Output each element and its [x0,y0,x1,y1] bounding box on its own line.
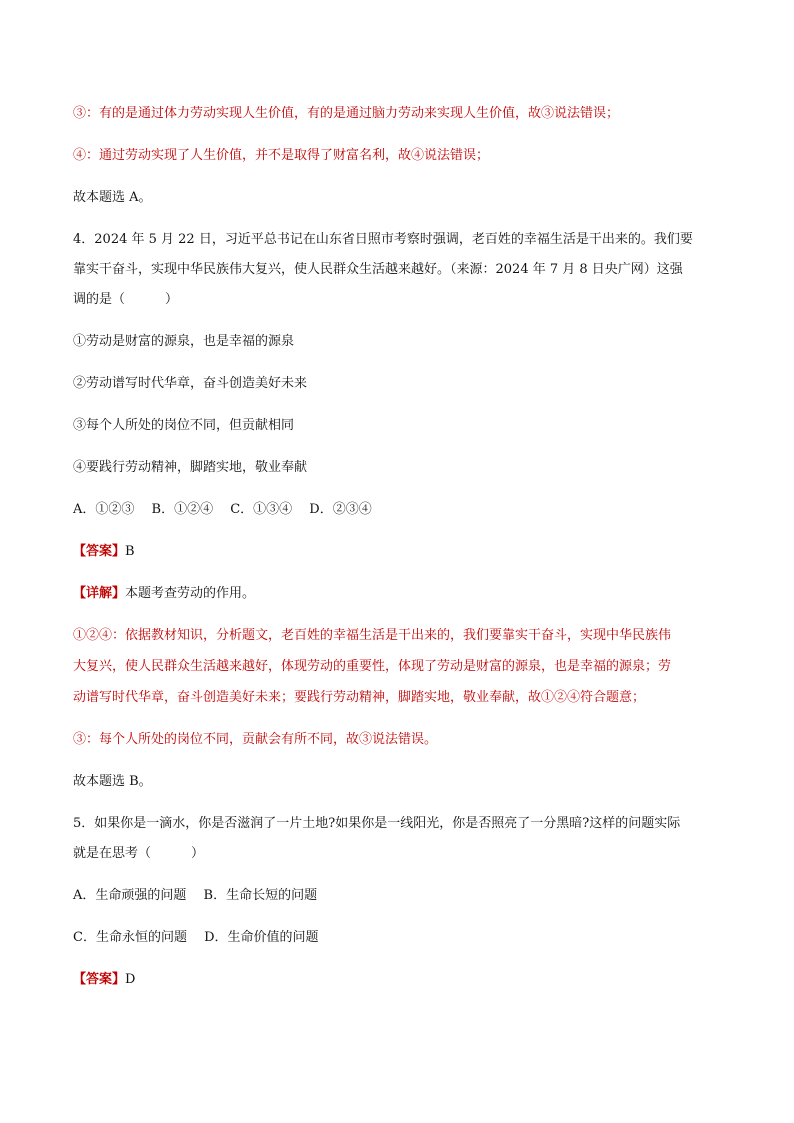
question-5-choices: A．生命顽强的问题 B．生命长短的问题 [73,888,318,903]
answer-value: B [125,544,135,559]
question-4-text-part: 调的是（ [73,292,126,307]
conclusion-line: 故本题选 B。 [73,774,152,789]
detail-text: 本题考查劳动的作用。 [125,586,256,601]
question-4-detail [73,586,255,602]
answer-value: D [125,972,136,987]
question-5-text: 5．如果你是一滴水，你是否滋润了一片土地?如果你是一线阳光，你是否照亮了一分黑暗?这样的问题实际 [73,816,681,831]
question-5-text-part: 就是在思考（ [73,846,152,861]
question-4-choices: A．①②③ B．①②④ C．①③④ D．②③④ [73,502,372,517]
explanation-line: 动谱写时代华章，奋斗创造美好未来；要践行劳动精神，脚踏实地，敬业奉献，故①②④符合题意； [73,690,646,705]
question-4-text: 4．2024 年 5 月 22 日，习近平总书记在山东省日照市考察时强调，老百姓的幸福生活是干出来的。我们要 [73,232,693,247]
detail-tag: 【详解】 [73,586,126,601]
question-5-text-part: ） [191,846,205,861]
explanation-line: ③：每个人所处的岗位不同，贡献会有所不同，故③说法错误。 [73,732,438,747]
answer-tag: 【答案】 [73,972,126,987]
explanation-line: 大复兴，使人民群众生活越来越好，体现劳动的重要性，体现了劳动是财富的源泉，也是幸福的源泉；劳 [73,659,672,674]
question-4-option: ④要践行劳动精神，脚踏实地，敬业奉献 [73,460,308,475]
question-5-answer [73,972,135,988]
question-5-text [73,846,204,862]
answer-tag: 【答案】 [73,544,126,559]
question-4-text-part: ） [165,292,179,307]
question-5-choices: C．生命永恒的问题 D．生命价值的问题 [73,930,319,945]
question-4-option: ③每个人所处的岗位不同，但贡献相同 [73,418,295,433]
explanation-line: ④：通过劳动实现了人生价值，并不是取得了财富名利，故④说法错误； [73,148,490,163]
question-4-text: 靠实干奋斗，实现中华民族伟大复兴，使人民群众生活越来越好。（来源：2024 年 7 月 8 日央广网）这强 [73,262,683,277]
question-4-option: ②劳动谱写时代华章，奋斗创造美好未来 [73,376,308,391]
question-4-answer [73,544,135,560]
explanation-line: ①②④：依据教材知识，分析题文，老百姓的幸福生活是干出来的，我们要靠实干奋斗，实现中华民族伟 [73,628,672,643]
conclusion-line: 故本题选 A。 [73,190,152,205]
explanation-line: ③：有的是通过体力劳动实现人生价值，有的是通过脑力劳动来实现人生价值，故③说法错误； [73,106,620,121]
question-4-text [73,292,178,308]
question-4-option: ①劳动是财富的源泉，也是幸福的源泉 [73,334,295,349]
